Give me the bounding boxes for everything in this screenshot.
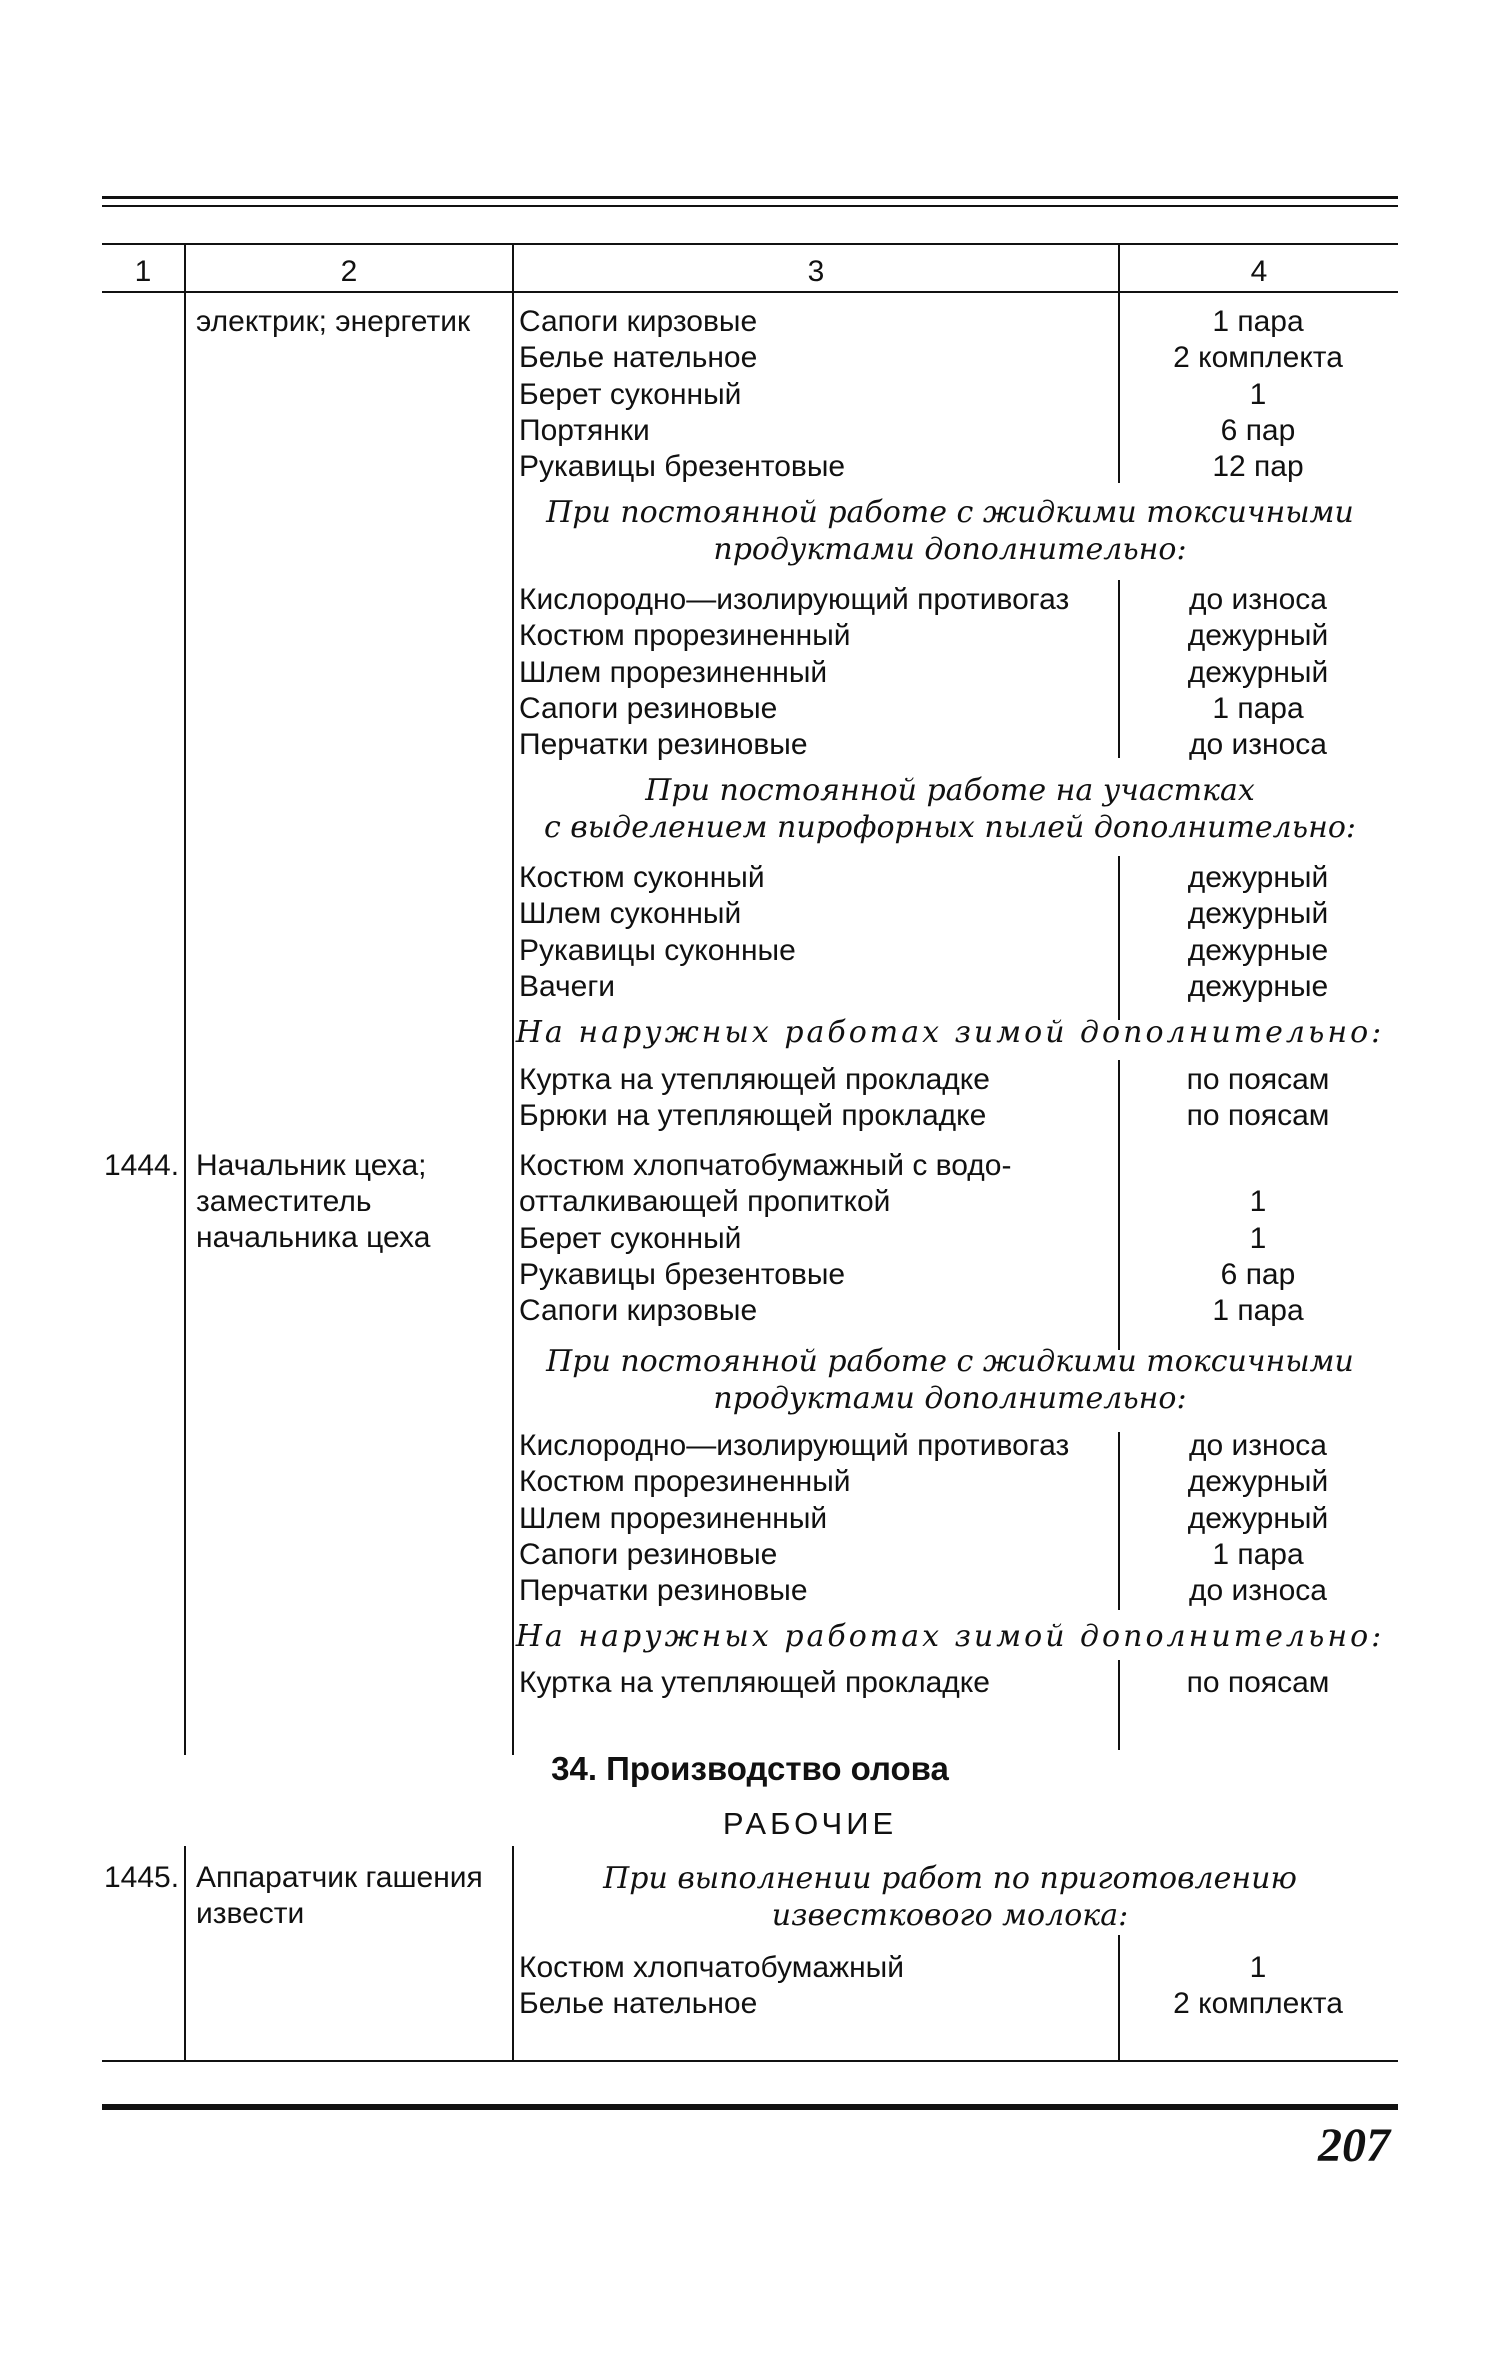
norms-1444-group3 bbox=[1118, 1665, 1398, 1701]
condition-lime-milk: При выполнении работ по приготовлению известкового молока: bbox=[603, 1861, 1297, 1933]
item: Кислородно—изолирующий противогаз bbox=[519, 583, 1070, 616]
item: Сапоги резиновые bbox=[519, 691, 778, 725]
table-bottom-line bbox=[102, 2060, 1398, 2062]
condition-winter-1: На наружных работах зимой дополнительно: bbox=[515, 1015, 1385, 1050]
item: Шлем суконный bbox=[519, 897, 742, 931]
table-header-top-line bbox=[102, 243, 1398, 245]
items-continued-group4 bbox=[519, 1062, 990, 1135]
item: Сапоги резиновые bbox=[519, 1537, 778, 1571]
norm: дежурные bbox=[1187, 933, 1329, 967]
position-continued: электрик; энергетик bbox=[196, 305, 471, 338]
norm bbox=[1118, 1148, 1398, 1184]
item: Сапоги кирзовые bbox=[519, 1294, 758, 1328]
items-1445-group1 bbox=[519, 1950, 904, 2023]
top-rule-1 bbox=[102, 196, 1398, 199]
item: Берет суконный bbox=[519, 1221, 742, 1255]
item: Костюм хлопчатобумажный с водо- bbox=[519, 1149, 1012, 1182]
header-col-3: 3 bbox=[807, 255, 825, 288]
item: Вачеги bbox=[519, 969, 616, 1003]
header-col-1: 1 bbox=[134, 255, 152, 288]
item: Сапоги кирзовые bbox=[519, 305, 758, 338]
item: Брюки на утепляющей прокладке bbox=[519, 1099, 987, 1133]
norm: 1 пара bbox=[1212, 691, 1304, 725]
norm: 1 пара bbox=[1212, 1537, 1304, 1571]
norms-continued-group1 bbox=[1118, 304, 1398, 485]
position-1445: Аппаратчик гашения извести bbox=[196, 1861, 483, 1930]
norm: 1 bbox=[1249, 1951, 1267, 1984]
item: Белье нательное bbox=[519, 1987, 758, 2021]
item: Костюм прорезиненный bbox=[519, 619, 851, 653]
item: Портянки bbox=[519, 413, 650, 447]
norm: 6 пар bbox=[1220, 413, 1296, 447]
item: Шлем прорезиненный bbox=[519, 1501, 828, 1535]
norm: 1 bbox=[1249, 1185, 1267, 1219]
item: Кислородно—изолирующий противогаз bbox=[519, 1429, 1070, 1462]
norms-1444-group1 bbox=[1118, 1148, 1398, 1329]
col-sep-1 bbox=[184, 243, 186, 1755]
item: отталкивающей пропиткой bbox=[519, 1185, 891, 1219]
item: Берет суконный bbox=[519, 377, 742, 411]
section-title: 34. Производство олова bbox=[551, 1750, 949, 1787]
item: Костюм суконный bbox=[519, 861, 765, 894]
item: Костюм прорезиненный bbox=[519, 1465, 851, 1499]
norms-continued-group4 bbox=[1118, 1062, 1398, 1135]
item: Перчатки резиновые bbox=[519, 1574, 808, 1608]
norm: 1 пара bbox=[1212, 305, 1304, 338]
top-rule-2 bbox=[102, 205, 1398, 207]
norm: дежурный bbox=[1187, 861, 1329, 894]
norm: до износа bbox=[1189, 583, 1327, 616]
items-continued-group2 bbox=[519, 582, 1069, 763]
norm: по поясам bbox=[1186, 1099, 1330, 1133]
norm: дежурный bbox=[1187, 655, 1329, 689]
col-sep-1-lower bbox=[184, 1846, 186, 2062]
norm: дежурный bbox=[1187, 1501, 1329, 1535]
norm: 2 комплекта bbox=[1173, 1987, 1343, 2021]
item: Куртка на утепляющей прокладке bbox=[519, 1063, 990, 1096]
items-continued-group1 bbox=[519, 304, 845, 485]
norm: до износа bbox=[1189, 1429, 1327, 1462]
norm: до износа bbox=[1189, 728, 1327, 762]
condition-toxic-2: При постоянной работе с жидкими токсичными продуктами дополнительно: bbox=[546, 1344, 1354, 1416]
norm: 12 пар bbox=[1212, 450, 1304, 484]
norms-1445-group1 bbox=[1118, 1950, 1398, 2023]
condition-pyrophoric: При постоянной работе на участках с выделением пирофорных пылей дополнительно: bbox=[543, 773, 1357, 845]
position-1444: Начальник цеха; заместитель начальника цеха bbox=[196, 1149, 431, 1254]
items-1444-group2 bbox=[519, 1428, 1069, 1609]
col-sep-2 bbox=[512, 243, 514, 1755]
item: Костюм хлопчатобумажный bbox=[519, 1951, 904, 1984]
item: Куртка на утепляющей прокладке bbox=[519, 1666, 990, 1699]
item: Перчатки резиновые bbox=[519, 728, 808, 762]
condition-toxic-1: При постоянной работе с жидкими токсичными продуктами дополнительно: bbox=[546, 495, 1354, 567]
norm: дежурный bbox=[1187, 619, 1329, 653]
norm: дежурный bbox=[1187, 897, 1329, 931]
norm: 6 пар bbox=[1220, 1257, 1296, 1291]
norms-continued-group3 bbox=[1118, 860, 1398, 1005]
entry-number-1444: 1444. bbox=[104, 1149, 180, 1182]
norm: по поясам bbox=[1186, 1666, 1330, 1699]
item: Рукавицы брезентовые bbox=[519, 450, 846, 484]
norm: 1 bbox=[1249, 377, 1267, 411]
item: Белье нательное bbox=[519, 341, 758, 375]
norm: 1 bbox=[1249, 1221, 1267, 1255]
item: Рукавицы брезентовые bbox=[519, 1257, 846, 1291]
norm: по поясам bbox=[1186, 1063, 1330, 1096]
section-subtitle: РАБОЧИЕ bbox=[722, 1806, 898, 1841]
entry-number-1445: 1445. bbox=[104, 1861, 180, 1894]
norm: 2 комплекта bbox=[1173, 341, 1343, 375]
item: Шлем прорезиненный bbox=[519, 655, 828, 689]
items-1444-group3 bbox=[519, 1665, 990, 1701]
table-header-bottom-line bbox=[102, 291, 1398, 293]
norm: до износа bbox=[1189, 1574, 1327, 1608]
norms-continued-group2 bbox=[1118, 582, 1398, 763]
footer-rule bbox=[102, 2104, 1398, 2110]
norm: дежурный bbox=[1187, 1465, 1329, 1499]
item: Рукавицы суконные bbox=[519, 933, 796, 967]
header-col-4: 4 bbox=[1250, 255, 1268, 288]
norm: 1 пара bbox=[1212, 1294, 1304, 1328]
items-continued-group3 bbox=[519, 860, 796, 1005]
norms-1444-group2 bbox=[1118, 1428, 1398, 1609]
items-1444-group1 bbox=[519, 1148, 1011, 1329]
condition-winter-2: На наружных работах зимой дополнительно: bbox=[515, 1619, 1385, 1654]
norm: дежурные bbox=[1187, 969, 1329, 1003]
page-number: 207 bbox=[1318, 2119, 1390, 2172]
header-col-2: 2 bbox=[340, 255, 358, 288]
